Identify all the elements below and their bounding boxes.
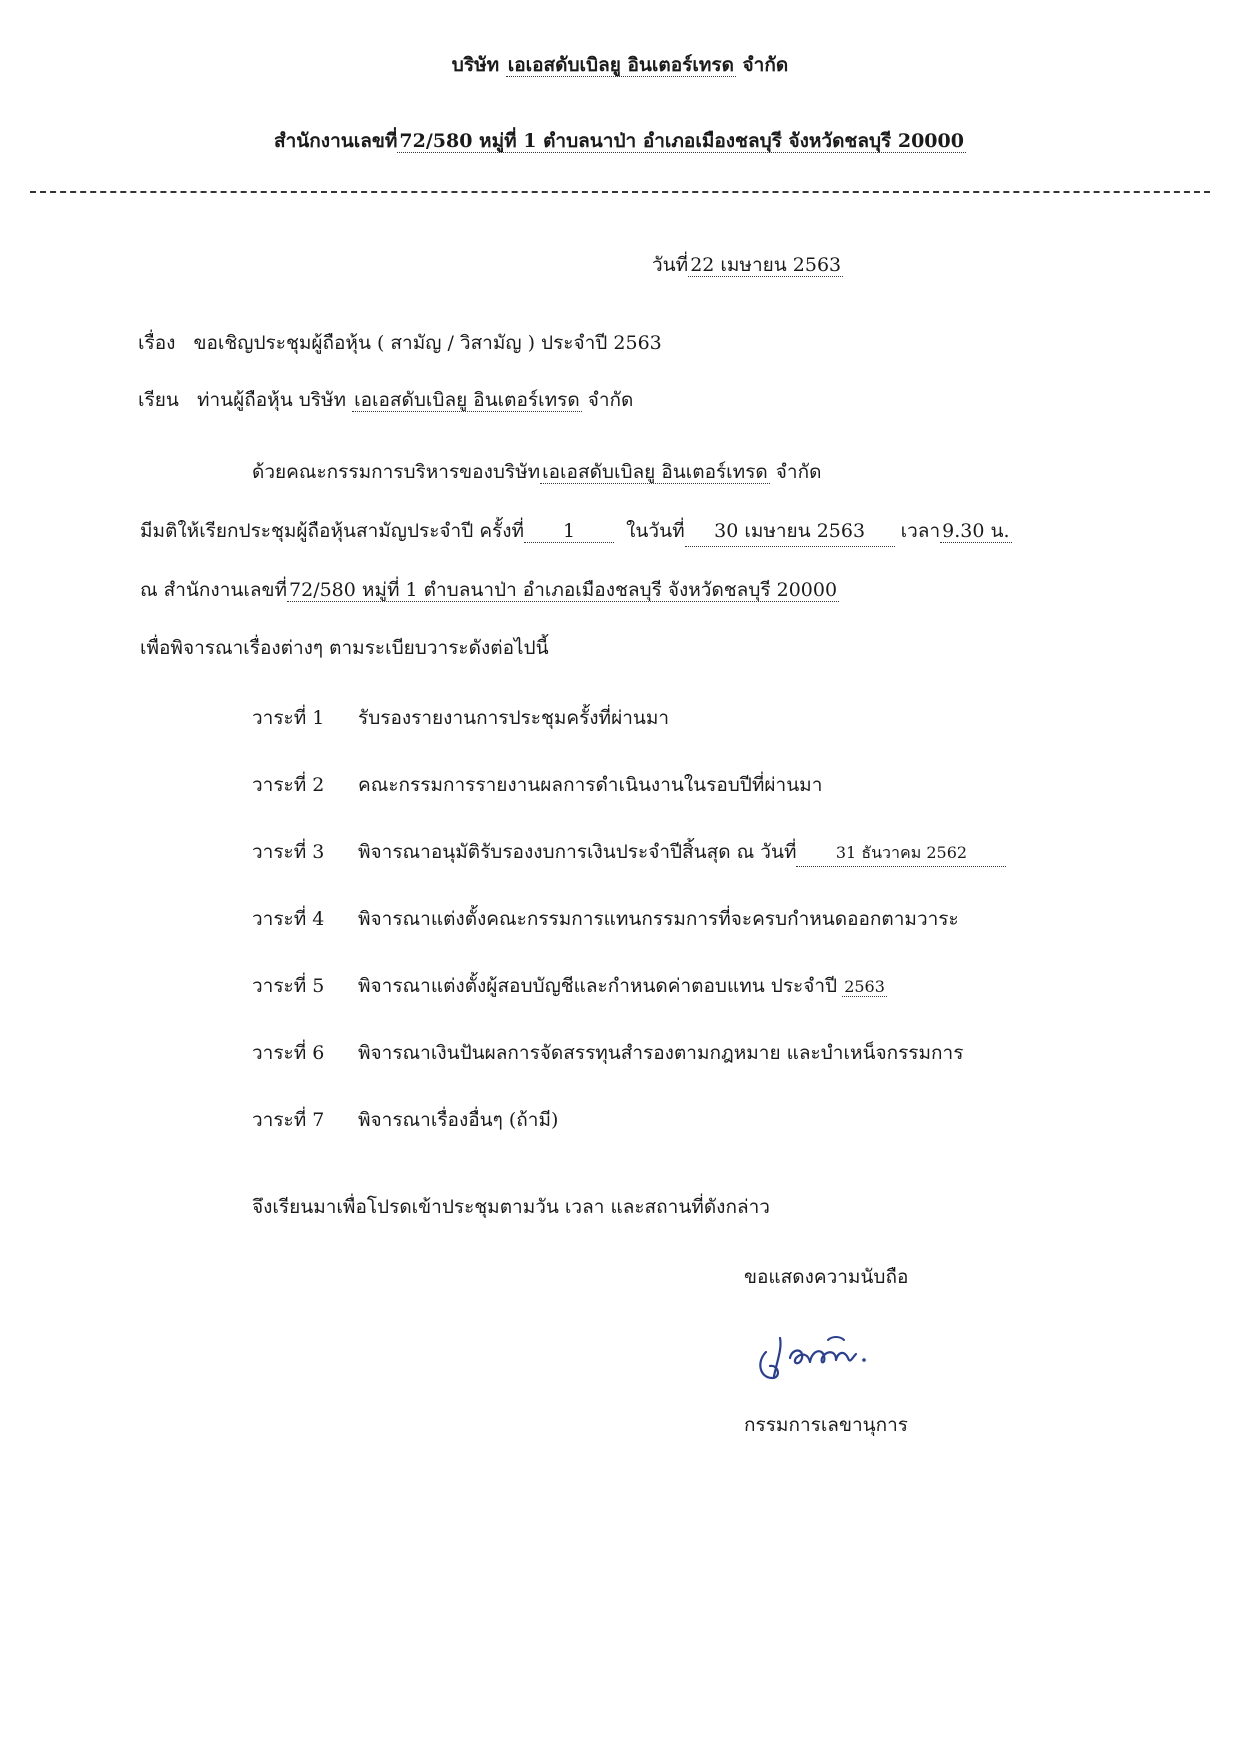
company-header (0, 50, 1240, 80)
office-prefix: สำนักงานเลขที่ (274, 130, 398, 152)
meeting-time-label: เวลา (900, 520, 941, 542)
agenda-fill-value: 2563 (844, 977, 885, 996)
agenda-number: วาระที่ 7 (252, 1109, 325, 1131)
office-moo: หมู่ที่ 1 (479, 130, 537, 152)
agenda-number: วาระที่ 1 (252, 707, 325, 729)
body-line-3 (140, 575, 839, 605)
agenda-text: พิจารณาแต่งตั้งผู้สอบบัญชีและกำหนดค่าตอบแทน ประจำปี (358, 975, 838, 997)
meeting-date-label: ในวันที่ (626, 520, 685, 542)
company-name: เอเอสดับเบิลยู อินเตอร์เทรด (507, 54, 734, 76)
recipient-company: เอเอสดับเบิลยู อินเตอร์เทรด (354, 389, 580, 411)
meeting-address: 72/580 หมู่ที่ 1 ตำบลนาป่า อำเภอเมืองชลบุรี จังหวัดชลบุรี 20000 (289, 579, 838, 601)
closing-text: จึงเรียนมาเพื่อโปรดเข้าประชุมตามวัน เวลา และสถานที่ดังกล่าว (252, 1196, 770, 1218)
company-prefix: บริษัท (451, 54, 500, 76)
agenda-item (252, 837, 1006, 867)
closing-regards: ขอแสดงความนับถือ (744, 1266, 909, 1288)
subject-label: เรื่อง (138, 332, 176, 354)
agenda-text: คณะกรรมการรายงานผลการดำเนินงานในรอบปีที่ผ่านมา (358, 774, 823, 796)
agenda-text: พิจารณาแต่งตั้งคณะกรรมการแทนกรรมการที่จะครบกำหนดออกตามวาระ (358, 908, 959, 930)
office-address (397, 130, 966, 153)
date-value: 22 เมษายน 2563 (690, 254, 842, 276)
agenda-text: รับรองรายงานการประชุมครั้งที่ผ่านมา (358, 707, 670, 729)
agenda-item (252, 971, 887, 1001)
signer-position: กรรมการเลขานุการ (744, 1414, 908, 1436)
subject-text: ขอเชิญประชุมผู้ถือหุ้น ( สามัญ / วิสามัญ ) ประจำปี 2563 (193, 332, 662, 354)
body-line-1 (252, 457, 821, 487)
agenda-item (252, 770, 822, 800)
body-line1-company: เอเอสดับเบิลยู อินเตอร์เทรด (542, 461, 768, 483)
signature-scribble (752, 1318, 892, 1388)
body-line-2 (140, 516, 1012, 547)
recipient-suffix: จำกัด (587, 389, 634, 411)
agenda-item (252, 703, 669, 733)
recipient-label: เรียน (138, 389, 179, 411)
signature (752, 1318, 892, 1388)
recipient-line (138, 385, 633, 415)
body-line2-prefix: มีมติให้เรียกประชุมผู้ถือหุ้นสามัญประจำปี ครั้งที่ (140, 520, 525, 542)
office-district: อำเภอเมืองชลบุรี (642, 130, 782, 152)
agenda-number: วาระที่ 5 (252, 975, 325, 997)
subject-line (138, 328, 662, 358)
agenda-text: พิจารณาเรื่องอื่นๆ (ถ้ามี) (358, 1109, 559, 1131)
office-province: จังหวัดชลบุรี 20000 (788, 130, 964, 152)
office-address-header (0, 126, 1240, 156)
agenda-item (252, 1038, 963, 1068)
agenda-text: พิจารณาเงินปันผลการจัดสรรทุนสำรองตามกฎหมาย และบำเหน็จกรรมการ (358, 1042, 964, 1064)
agenda-text: พิจารณาอนุมัติรับรองงบการเงินประจำปีสิ้นสุด ณ วันที่ (358, 841, 797, 863)
body-line1-prefix: ด้วยคณะกรรมการบริหารของบริษัท (252, 461, 541, 483)
date-label: วันที่ (652, 254, 689, 276)
agenda-number: วาระที่ 2 (252, 774, 325, 796)
agenda-number: วาระที่ 6 (252, 1042, 325, 1064)
agenda-number: วาระที่ 4 (252, 908, 325, 930)
agenda-item (252, 1105, 558, 1135)
agenda-item (252, 904, 959, 934)
meeting-time: 9.30 น. (942, 520, 1010, 542)
letter-date (652, 250, 843, 280)
body-line3-prefix: ณ สำนักงานเลขที่ (140, 579, 288, 601)
meeting-number: 1 (524, 520, 614, 543)
meeting-date: 30 เมษายน 2563 (685, 516, 895, 547)
header-separator (30, 191, 1210, 193)
agenda-number: วาระที่ 3 (252, 841, 325, 863)
body-line1-suffix: จำกัด (775, 461, 822, 483)
company-suffix: จำกัด (742, 54, 789, 76)
body-line-4: เพื่อพิจารณาเรื่องต่างๆ ตามระเบียบวาระดังต่อไปนี้ (140, 637, 549, 659)
office-subdistrict: ตำบลนาป่า (543, 130, 637, 152)
office-number: 72/580 (399, 130, 473, 152)
recipient-prefix: ท่านผู้ถือหุ้น บริษัท (196, 389, 347, 411)
agenda-fill-value: 31 ธันวาคม 2562 (796, 841, 1006, 867)
